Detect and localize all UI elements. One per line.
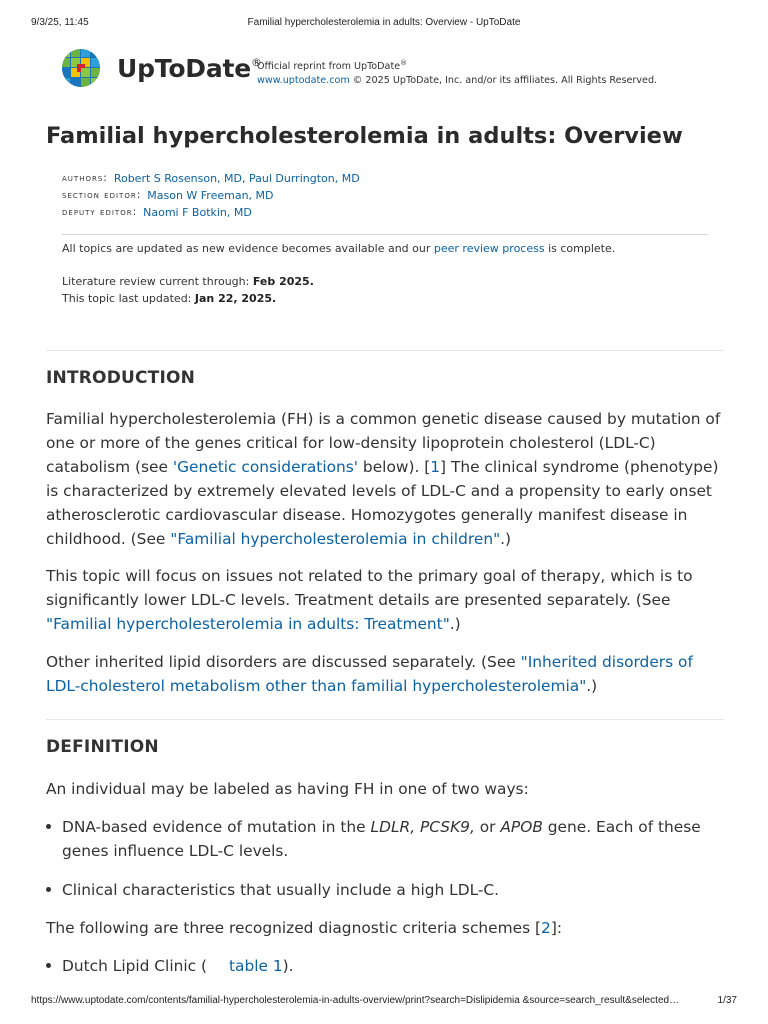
reference-link[interactable]: 2 — [541, 919, 551, 937]
divider — [62, 234, 708, 235]
reprint-line1 — [257, 56, 657, 74]
text: .) — [586, 677, 598, 695]
deputy-editor-link[interactable]: Naomi F Botkin, MD — [143, 206, 252, 219]
peer-review-link[interactable]: peer review process — [433, 242, 545, 255]
print-date: 9/3/25, 11:45 — [31, 17, 89, 28]
last-updated-date: Jan 22, 2025. — [194, 292, 277, 305]
last-updated-label: This topic last updated: — [62, 292, 195, 305]
print-doc-title: Familial hypercholesterolemia in adults: Overview - UpToDate — [247, 17, 521, 28]
page-title: Familial hypercholesterolemia in adults: Overview — [46, 123, 683, 149]
reprint-notice — [257, 56, 657, 88]
intro-paragraph-2 — [46, 564, 726, 636]
uptodate-site-link[interactable]: www.uptodate.com — [257, 75, 350, 87]
deputy-editor-label: deputy editor: — [62, 206, 138, 218]
print-header — [0, 17, 768, 31]
brand-reg-mark: ® — [251, 55, 262, 69]
reprint-line2 — [257, 74, 657, 88]
divider — [46, 719, 724, 720]
text: Clinical characteristics that usually include a high LDL-C. — [62, 881, 500, 899]
gene-name: APOB — [500, 818, 543, 836]
list-item — [46, 815, 726, 863]
reference-link[interactable]: 1 — [430, 458, 441, 476]
review-note — [62, 242, 615, 255]
text: or — [474, 818, 501, 836]
deputy-editor-row — [62, 204, 360, 221]
table-1-link[interactable]: table 1 — [229, 957, 283, 975]
print-url: https://www.uptodate.com/contents/familial-hypercholesterolemia-in-adults-overview/print?search=Dislipidemia &source=search_result&selected… — [31, 995, 680, 1006]
fh-children-link[interactable]: "Familial hypercholesterolemia in children" — [170, 530, 501, 548]
bullet-icon — [46, 824, 51, 829]
text: This topic will focus on issues not related to the primary goal of therapy, which is to significantly lower LDL-C levels. Treatment details are presented separately. (See — [46, 567, 693, 609]
text: .) — [500, 530, 512, 548]
intro-paragraph-1 — [46, 407, 726, 551]
reprint-text: Official reprint from UpToDate — [257, 61, 401, 73]
bullet-icon — [46, 887, 51, 892]
reprint-rights: © 2025 UpToDate, Inc. and/or its affiliates. All Rights Reserved. — [352, 75, 658, 87]
text: Dutch Lipid Clinic ( — [62, 957, 207, 975]
review-note-text-end: is complete. — [544, 242, 616, 255]
text: The following are three recognized diagnostic criteria schemes [ — [46, 919, 542, 937]
reprint-reg-mark: ® — [400, 59, 408, 67]
text: DNA-based evidence of mutation in the — [62, 818, 371, 836]
list-item — [46, 954, 726, 978]
definition-paragraph-2 — [46, 916, 726, 940]
text: Familial hypercholesterolemia (FH) is a common genetic disease caused by mutation of one or more of the genes critical for low-density lipoprotein cholesterol (LDL-C) catabolism (see — [46, 410, 721, 476]
text: ). — [282, 957, 294, 975]
authors-row — [62, 170, 360, 187]
text: .) — [449, 615, 461, 633]
list-item — [46, 878, 726, 902]
text: ] The clinical syndrome (phenotype) is characterized by extremely elevated levels of LDL-C and a propensity to early onset atherosclerotic cardiovascular disease. Homozygotes generally manifest disease in childhood. (See — [46, 458, 719, 548]
literature-review-label: Literature review current through: — [62, 275, 253, 288]
section-editor-row — [62, 187, 360, 204]
intro-paragraph-3 — [46, 650, 726, 698]
authors-label: authors: — [62, 172, 108, 184]
brand-name-text: UpToDate — [117, 53, 252, 83]
review-note-text: All topics are updated as new evidence becomes available and our — [62, 242, 434, 255]
genetic-considerations-link[interactable]: 'Genetic considerations' — [172, 458, 359, 476]
definition-heading: DEFINITION — [46, 737, 159, 757]
inherited-disorders-link[interactable]: "Inherited disorders of LDL-cholesterol metabolism other than familial hypercholesterolemia" — [46, 653, 693, 695]
fh-treatment-link[interactable]: "Familial hypercholesterolemia in adults: Treatment" — [46, 615, 450, 633]
text: gene. Each of these genes influence LDL-C levels. — [62, 818, 701, 860]
brand[interactable] — [61, 48, 262, 88]
author-link[interactable]: Robert S Rosenson, MD — [113, 172, 242, 185]
introduction-heading: INTRODUCTION — [46, 368, 196, 388]
divider — [46, 350, 724, 351]
literature-review-date: Feb 2025. — [252, 275, 314, 288]
section-editor-label: section editor: — [62, 189, 142, 201]
section-editor-link[interactable]: Mason W Freeman, MD — [147, 189, 274, 202]
definition-paragraph-1: An individual may be labeled as having FH in one of two ways: — [46, 780, 529, 798]
review-dates — [62, 273, 314, 307]
author-link[interactable]: Paul Durrington, MD — [249, 172, 360, 185]
last-updated-line — [62, 290, 314, 307]
gene-names: LDLR, PCSK9, — [370, 818, 475, 836]
text: below). [ — [358, 458, 431, 476]
bullet-icon — [46, 963, 51, 968]
authors-list: Robert S Rosenson, MD, Paul Durrington, MD — [113, 172, 360, 185]
article-meta — [62, 170, 360, 221]
literature-review-line — [62, 273, 314, 290]
page-number: 1/37 — [717, 995, 737, 1006]
uptodate-logo-icon — [61, 48, 101, 88]
brand-name — [117, 54, 262, 83]
print-footer — [0, 995, 768, 1009]
text: ]: — [550, 919, 563, 937]
text: Other inherited lipid disorders are discussed separately. (See — [46, 653, 521, 671]
